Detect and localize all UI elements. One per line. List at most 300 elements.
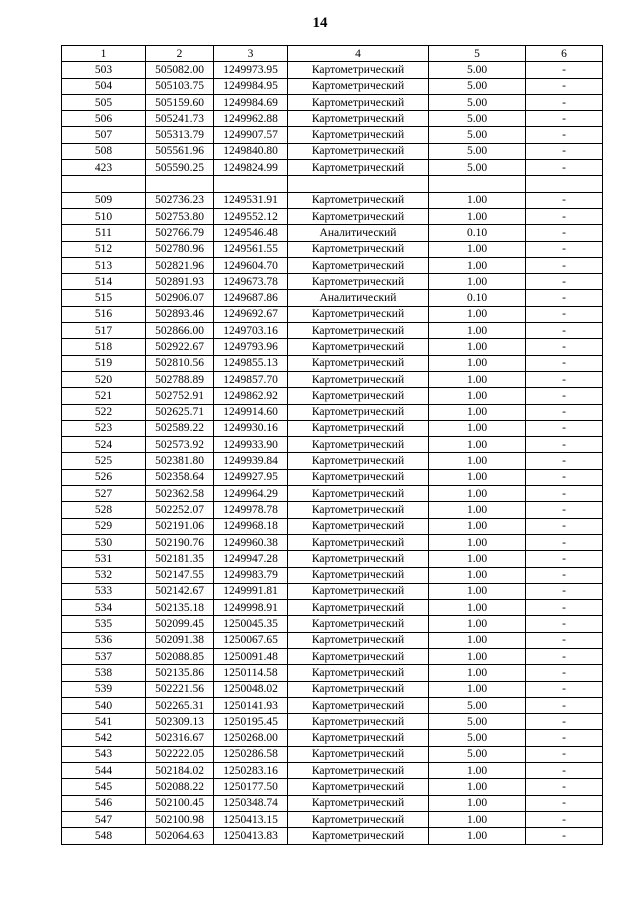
cell-point-number: 538 [62, 665, 146, 681]
cell-x-coordinate: 502181.35 [146, 551, 214, 567]
cell-note: - [526, 257, 603, 273]
column-header-3: 3 [214, 46, 288, 62]
cell-accuracy [429, 176, 526, 192]
cell-accuracy: 5.00 [429, 160, 526, 176]
cell-accuracy: 5.00 [429, 62, 526, 78]
cell-method: Картометрический [288, 208, 429, 224]
cell-note: - [526, 681, 603, 697]
cell-point-number: 517 [62, 323, 146, 339]
cell-y-coordinate: 1249939.84 [214, 453, 288, 469]
cell-x-coordinate: 502191.06 [146, 518, 214, 534]
cell-y-coordinate: 1249978.78 [214, 502, 288, 518]
cell-note: - [526, 828, 603, 844]
cell-method: Картометрический [288, 714, 429, 730]
cell-x-coordinate: 502091.38 [146, 632, 214, 648]
cell-method: Картометрический [288, 241, 429, 257]
cell-method: Картометрический [288, 143, 429, 159]
cell-accuracy: 1.00 [429, 534, 526, 550]
table-row [62, 192, 603, 208]
table-row [62, 502, 603, 518]
cell-y-coordinate: 1250048.02 [214, 681, 288, 697]
cell-accuracy: 1.00 [429, 681, 526, 697]
cell-accuracy: 5.00 [429, 697, 526, 713]
cell-x-coordinate: 502088.85 [146, 648, 214, 664]
cell-x-coordinate: 502381.80 [146, 453, 214, 469]
cell-point-number: 522 [62, 404, 146, 420]
cell-y-coordinate: 1249604.70 [214, 257, 288, 273]
table-row [62, 828, 603, 844]
cell-method: Картометрический [288, 192, 429, 208]
table-row [62, 420, 603, 436]
cell-method: Картометрический [288, 600, 429, 616]
cell-point-number: 507 [62, 127, 146, 143]
table-row [62, 616, 603, 632]
cell-point-number: 535 [62, 616, 146, 632]
cell-note: - [526, 811, 603, 827]
cell-note: - [526, 779, 603, 795]
cell-y-coordinate: 1249531.91 [214, 192, 288, 208]
cell-accuracy: 1.00 [429, 551, 526, 567]
cell-note: - [526, 567, 603, 583]
table-row [62, 339, 603, 355]
table-row [62, 714, 603, 730]
cell-y-coordinate: 1249561.55 [214, 241, 288, 257]
table-row [62, 746, 603, 762]
column-header-1: 1 [62, 46, 146, 62]
cell-method: Картометрический [288, 111, 429, 127]
cell-point-number: 530 [62, 534, 146, 550]
table-row [62, 518, 603, 534]
cell-x-coordinate: 502788.89 [146, 371, 214, 387]
cell-x-coordinate: 505103.75 [146, 78, 214, 94]
cell-y-coordinate: 1250177.50 [214, 779, 288, 795]
cell-x-coordinate: 502922.67 [146, 339, 214, 355]
cell-point-number: 503 [62, 62, 146, 78]
table-row [62, 355, 603, 371]
table-row [62, 62, 603, 78]
cell-point-number: 521 [62, 388, 146, 404]
cell-accuracy: 1.00 [429, 404, 526, 420]
cell-accuracy: 1.00 [429, 420, 526, 436]
cell-y-coordinate: 1250141.93 [214, 697, 288, 713]
cell-x-coordinate: 502064.63 [146, 828, 214, 844]
cell-accuracy: 1.00 [429, 616, 526, 632]
cell-x-coordinate: 502100.98 [146, 811, 214, 827]
cell-method: Картометрический [288, 388, 429, 404]
table-row [62, 600, 603, 616]
cell-note: - [526, 518, 603, 534]
cell-accuracy: 1.00 [429, 355, 526, 371]
table-row [62, 323, 603, 339]
cell-note: - [526, 502, 603, 518]
cell-point-number: 526 [62, 469, 146, 485]
table-body [62, 62, 603, 844]
cell-note: - [526, 127, 603, 143]
cell-y-coordinate: 1249984.69 [214, 94, 288, 110]
cell-method: Аналитический [288, 225, 429, 241]
cell-method: Картометрический [288, 274, 429, 290]
table-row [62, 225, 603, 241]
cell-note: - [526, 486, 603, 502]
cell-point-number: 536 [62, 632, 146, 648]
cell-point-number: 527 [62, 486, 146, 502]
cell-accuracy: 1.00 [429, 828, 526, 844]
cell-accuracy: 1.00 [429, 632, 526, 648]
cell-note: - [526, 241, 603, 257]
cell-y-coordinate: 1250413.83 [214, 828, 288, 844]
column-header-4: 4 [288, 46, 429, 62]
cell-accuracy: 5.00 [429, 111, 526, 127]
cell-note: - [526, 714, 603, 730]
cell-method: Картометрический [288, 469, 429, 485]
cell-note: - [526, 583, 603, 599]
table-row [62, 469, 603, 485]
cell-point-number: 547 [62, 811, 146, 827]
cell-method: Картометрический [288, 437, 429, 453]
cell-y-coordinate: 1249998.91 [214, 600, 288, 616]
table-row [62, 779, 603, 795]
cell-accuracy: 5.00 [429, 143, 526, 159]
cell-y-coordinate: 1249947.28 [214, 551, 288, 567]
column-header-2: 2 [146, 46, 214, 62]
cell-note: - [526, 225, 603, 241]
table-row [62, 697, 603, 713]
cell-accuracy: 5.00 [429, 78, 526, 94]
cell-accuracy: 1.00 [429, 486, 526, 502]
cell-method: Картометрический [288, 534, 429, 550]
table-row [62, 94, 603, 110]
cell-accuracy: 1.00 [429, 371, 526, 387]
cell-point-number: 523 [62, 420, 146, 436]
cell-note: - [526, 160, 603, 176]
cell-accuracy: 1.00 [429, 388, 526, 404]
cell-x-coordinate: 502625.71 [146, 404, 214, 420]
cell-y-coordinate: 1249703.16 [214, 323, 288, 339]
cell-y-coordinate: 1249907.57 [214, 127, 288, 143]
cell-y-coordinate: 1249552.12 [214, 208, 288, 224]
cell-point-number: 516 [62, 306, 146, 322]
cell-accuracy: 5.00 [429, 714, 526, 730]
cell-point-number: 518 [62, 339, 146, 355]
cell-note: - [526, 469, 603, 485]
cell-method: Картометрический [288, 339, 429, 355]
cell-note: - [526, 208, 603, 224]
cell-accuracy: 5.00 [429, 94, 526, 110]
cell-y-coordinate: 1250268.00 [214, 730, 288, 746]
table-row [62, 371, 603, 387]
cell-point-number: 513 [62, 257, 146, 273]
cell-y-coordinate: 1249840.80 [214, 143, 288, 159]
cell-method: Картометрический [288, 127, 429, 143]
table-row [62, 534, 603, 550]
cell-note: - [526, 323, 603, 339]
cell-point-number: 544 [62, 763, 146, 779]
cell-note: - [526, 437, 603, 453]
cell-method: Картометрический [288, 648, 429, 664]
cell-x-coordinate: 502362.58 [146, 486, 214, 502]
cell-note: - [526, 143, 603, 159]
cell-point-number: 511 [62, 225, 146, 241]
cell-note: - [526, 600, 603, 616]
cell-note: - [526, 78, 603, 94]
cell-x-coordinate: 502866.00 [146, 323, 214, 339]
cell-x-coordinate: 502893.46 [146, 306, 214, 322]
cell-x-coordinate: 502099.45 [146, 616, 214, 632]
table-row [62, 143, 603, 159]
cell-note: - [526, 551, 603, 567]
cell-point-number: 546 [62, 795, 146, 811]
cell-x-coordinate: 502589.22 [146, 420, 214, 436]
cell-x-coordinate [146, 176, 214, 192]
table-row [62, 811, 603, 827]
cell-method: Картометрический [288, 502, 429, 518]
cell-x-coordinate: 502780.96 [146, 241, 214, 257]
cell-x-coordinate: 502222.05 [146, 746, 214, 762]
cell-method: Картометрический [288, 78, 429, 94]
cell-y-coordinate [214, 176, 288, 192]
cell-accuracy: 1.00 [429, 583, 526, 599]
cell-y-coordinate: 1249855.13 [214, 355, 288, 371]
cell-note: - [526, 404, 603, 420]
table-row [62, 583, 603, 599]
cell-y-coordinate: 1249546.48 [214, 225, 288, 241]
cell-y-coordinate: 1250286.58 [214, 746, 288, 762]
cell-point-number: 539 [62, 681, 146, 697]
cell-accuracy: 5.00 [429, 127, 526, 143]
cell-accuracy: 1.00 [429, 453, 526, 469]
cell-method: Картометрический [288, 404, 429, 420]
cell-method: Картометрический [288, 632, 429, 648]
cell-y-coordinate: 1249914.60 [214, 404, 288, 420]
cell-y-coordinate: 1250091.48 [214, 648, 288, 664]
cell-method: Картометрический [288, 746, 429, 762]
cell-accuracy: 1.00 [429, 437, 526, 453]
cell-note: - [526, 192, 603, 208]
cell-y-coordinate: 1250413.15 [214, 811, 288, 827]
table-header-row [62, 46, 603, 62]
cell-x-coordinate: 502766.79 [146, 225, 214, 241]
cell-point-number: 506 [62, 111, 146, 127]
cell-accuracy: 1.00 [429, 648, 526, 664]
table-row [62, 648, 603, 664]
cell-y-coordinate: 1249862.92 [214, 388, 288, 404]
cell-x-coordinate: 502135.86 [146, 665, 214, 681]
cell-accuracy: 1.00 [429, 811, 526, 827]
cell-point-number: 542 [62, 730, 146, 746]
cell-accuracy: 5.00 [429, 746, 526, 762]
cell-note: - [526, 371, 603, 387]
cell-note: - [526, 534, 603, 550]
cell-point-number: 541 [62, 714, 146, 730]
cell-y-coordinate: 1250195.45 [214, 714, 288, 730]
cell-x-coordinate: 502753.80 [146, 208, 214, 224]
cell-method: Картометрический [288, 665, 429, 681]
cell-x-coordinate: 505159.60 [146, 94, 214, 110]
cell-note: - [526, 111, 603, 127]
cell-note: - [526, 730, 603, 746]
cell-note: - [526, 290, 603, 306]
cell-accuracy: 1.00 [429, 208, 526, 224]
cell-x-coordinate: 502135.18 [146, 600, 214, 616]
cell-method: Картометрический [288, 828, 429, 844]
cell-x-coordinate: 502358.64 [146, 469, 214, 485]
table-row [62, 257, 603, 273]
cell-method: Картометрический [288, 779, 429, 795]
cell-y-coordinate: 1249960.38 [214, 534, 288, 550]
cell-accuracy: 1.00 [429, 763, 526, 779]
table-row [62, 453, 603, 469]
cell-x-coordinate: 502221.56 [146, 681, 214, 697]
cell-method: Картометрический [288, 811, 429, 827]
cell-x-coordinate: 502752.91 [146, 388, 214, 404]
cell-y-coordinate: 1250283.16 [214, 763, 288, 779]
cell-x-coordinate: 502265.31 [146, 697, 214, 713]
cell-point-number: 423 [62, 160, 146, 176]
table-row [62, 306, 603, 322]
table-row [62, 551, 603, 567]
cell-note: - [526, 388, 603, 404]
cell-y-coordinate: 1249968.18 [214, 518, 288, 534]
cell-x-coordinate: 502184.02 [146, 763, 214, 779]
table-row [62, 437, 603, 453]
cell-x-coordinate: 502088.22 [146, 779, 214, 795]
cell-point-number: 529 [62, 518, 146, 534]
table-row [62, 160, 603, 176]
cell-method: Картометрический [288, 355, 429, 371]
cell-x-coordinate: 505561.96 [146, 143, 214, 159]
column-header-6: 6 [526, 46, 603, 62]
cell-note: - [526, 763, 603, 779]
cell-accuracy: 1.00 [429, 323, 526, 339]
cell-note: - [526, 697, 603, 713]
cell-x-coordinate: 502309.13 [146, 714, 214, 730]
table-row [62, 795, 603, 811]
cell-note: - [526, 746, 603, 762]
cell-x-coordinate: 502147.55 [146, 567, 214, 583]
cell-point-number: 505 [62, 94, 146, 110]
cell-note: - [526, 94, 603, 110]
table-row [62, 176, 603, 192]
cell-y-coordinate: 1249687.86 [214, 290, 288, 306]
cell-x-coordinate: 502810.56 [146, 355, 214, 371]
cell-accuracy: 1.00 [429, 192, 526, 208]
cell-accuracy: 1.00 [429, 274, 526, 290]
cell-x-coordinate: 502142.67 [146, 583, 214, 599]
cell-x-coordinate: 505590.25 [146, 160, 214, 176]
cell-point-number: 524 [62, 437, 146, 453]
cell-note: - [526, 453, 603, 469]
cell-note: - [526, 665, 603, 681]
cell-method: Картометрический [288, 62, 429, 78]
table-row [62, 241, 603, 257]
cell-method: Картометрический [288, 306, 429, 322]
table-row [62, 665, 603, 681]
cell-method: Картометрический [288, 371, 429, 387]
cell-y-coordinate: 1249973.95 [214, 62, 288, 78]
page-number: 14 [312, 15, 328, 31]
cell-point-number: 548 [62, 828, 146, 844]
cell-y-coordinate: 1249930.16 [214, 420, 288, 436]
cell-y-coordinate: 1249857.70 [214, 371, 288, 387]
cell-accuracy: 0.10 [429, 290, 526, 306]
cell-y-coordinate: 1249692.67 [214, 306, 288, 322]
table-row [62, 763, 603, 779]
cell-note: - [526, 62, 603, 78]
cell-point-number: 515 [62, 290, 146, 306]
cell-note [526, 176, 603, 192]
cell-method: Картометрический [288, 518, 429, 534]
cell-method: Картометрический [288, 763, 429, 779]
cell-x-coordinate: 502573.92 [146, 437, 214, 453]
cell-method: Картометрический [288, 583, 429, 599]
table-row [62, 632, 603, 648]
cell-method: Картометрический [288, 453, 429, 469]
cell-y-coordinate: 1250114.58 [214, 665, 288, 681]
cell-point-number: 525 [62, 453, 146, 469]
cell-accuracy: 1.00 [429, 779, 526, 795]
cell-y-coordinate: 1249793.96 [214, 339, 288, 355]
cell-method: Картометрический [288, 551, 429, 567]
cell-point-number: 510 [62, 208, 146, 224]
cell-note: - [526, 616, 603, 632]
cell-y-coordinate: 1249991.81 [214, 583, 288, 599]
coordinates-table [61, 45, 603, 845]
cell-accuracy: 1.00 [429, 257, 526, 273]
cell-note: - [526, 355, 603, 371]
cell-note: - [526, 648, 603, 664]
cell-accuracy: 1.00 [429, 241, 526, 257]
cell-point-number: 540 [62, 697, 146, 713]
cell-point-number: 519 [62, 355, 146, 371]
cell-y-coordinate: 1249824.99 [214, 160, 288, 176]
cell-y-coordinate: 1249964.29 [214, 486, 288, 502]
table-row [62, 486, 603, 502]
table-row [62, 681, 603, 697]
cell-point-number: 514 [62, 274, 146, 290]
cell-method: Картометрический [288, 94, 429, 110]
cell-method: Картометрический [288, 420, 429, 436]
cell-x-coordinate: 502316.67 [146, 730, 214, 746]
cell-y-coordinate: 1250348.74 [214, 795, 288, 811]
cell-x-coordinate: 502906.07 [146, 290, 214, 306]
cell-method: Картометрический [288, 486, 429, 502]
table-row [62, 730, 603, 746]
cell-method: Картометрический [288, 323, 429, 339]
cell-accuracy: 1.00 [429, 518, 526, 534]
cell-point-number: 537 [62, 648, 146, 664]
cell-point-number: 512 [62, 241, 146, 257]
cell-accuracy: 1.00 [429, 306, 526, 322]
cell-method [288, 176, 429, 192]
cell-point-number: 532 [62, 567, 146, 583]
cell-point-number: 531 [62, 551, 146, 567]
cell-x-coordinate: 502891.93 [146, 274, 214, 290]
cell-point-number: 508 [62, 143, 146, 159]
cell-accuracy: 5.00 [429, 730, 526, 746]
cell-note: - [526, 795, 603, 811]
cell-accuracy: 1.00 [429, 469, 526, 485]
cell-accuracy: 1.00 [429, 339, 526, 355]
cell-point-number: 543 [62, 746, 146, 762]
table-row [62, 404, 603, 420]
table-row [62, 388, 603, 404]
table-row [62, 290, 603, 306]
column-header-5: 5 [429, 46, 526, 62]
cell-point-number: 528 [62, 502, 146, 518]
cell-x-coordinate: 505241.73 [146, 111, 214, 127]
cell-x-coordinate: 502252.07 [146, 502, 214, 518]
cell-x-coordinate: 502736.23 [146, 192, 214, 208]
